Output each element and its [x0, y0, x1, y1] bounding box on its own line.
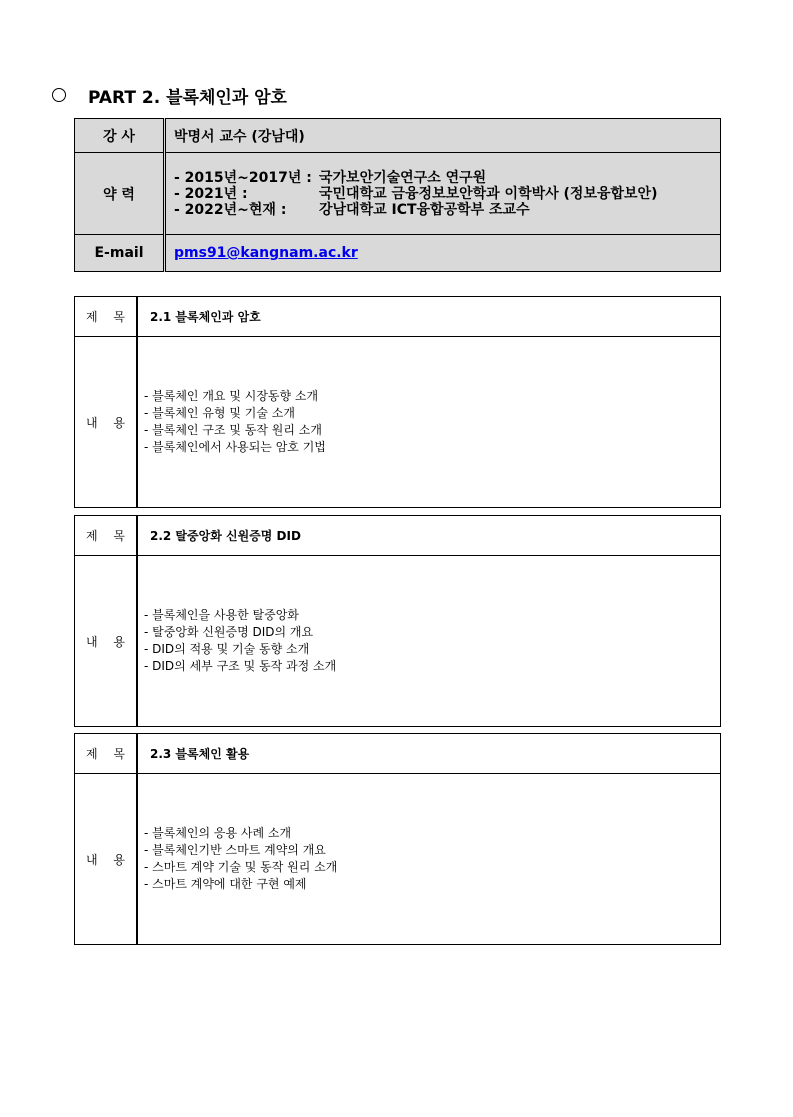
course-table	[74, 515, 721, 727]
content-label: 내 용	[75, 774, 138, 945]
course-content	[137, 774, 721, 945]
content-item: - 블록체인에서 사용되는 암호 기법	[144, 440, 326, 454]
career-period: - 2022년~현재 :	[174, 201, 287, 218]
content-item: - 스마트 계약에 대한 구현 예제	[144, 877, 307, 891]
instructor-table	[74, 118, 721, 272]
course-content-row	[75, 774, 721, 945]
title-label: 제 목	[75, 516, 138, 556]
email-cell	[165, 235, 721, 272]
content-item: - 블록체인 유형 및 기술 소개	[144, 406, 295, 420]
content-item: - 블록체인의 응용 사례 소개	[144, 826, 292, 840]
content-item: - 블록체인 구조 및 동작 원리 소개	[144, 423, 322, 437]
instructor-email-row	[75, 235, 721, 272]
career-desc: 국민대학교 금융정보보안학과 이학박사 (정보융합보안)	[319, 185, 658, 202]
section-title: PART 2. 블록체인과 암호	[88, 87, 287, 108]
career-period: - 2015년~2017년 :	[174, 169, 312, 186]
content-item: - 블록체인 개요 및 시장동향 소개	[144, 389, 319, 403]
course-title-row	[75, 734, 721, 774]
content-item: - 블록체인기반 스마트 계약의 개요	[144, 843, 326, 857]
email-link[interactable]: pms91@kangnam.ac.kr	[174, 245, 358, 261]
title-label: 제 목	[75, 297, 138, 337]
course-content	[137, 337, 721, 508]
course-content-row	[75, 556, 721, 727]
course-table	[74, 296, 721, 508]
content-item: - 블록체인을 사용한 탈중앙화	[144, 608, 299, 622]
career-list	[174, 170, 719, 218]
career-period: - 2021년 :	[174, 185, 248, 202]
instructor-career-row	[75, 153, 721, 235]
circle-bullet-icon	[52, 88, 66, 102]
course-title: 2.1 블록체인과 암호	[137, 297, 721, 337]
content-item: - 스마트 계약 기술 및 동작 원리 소개	[144, 860, 338, 874]
title-label: 제 목	[75, 734, 138, 774]
course-title: 2.3 블록체인 활용	[137, 734, 721, 774]
content-item: - DID의 적용 및 기술 동향 소개	[144, 642, 310, 656]
course-content	[137, 556, 721, 727]
career-desc: 국가보안기술연구소 연구원	[319, 169, 487, 186]
course-title-row	[75, 297, 721, 337]
course-table	[74, 733, 721, 945]
section-heading	[52, 82, 287, 108]
course-title: 2.2 탈중앙화 신원증명 DID	[137, 516, 721, 556]
name-label: 강 사	[75, 119, 165, 153]
content-item: - 탈중앙화 신원증명 DID의 개요	[144, 625, 314, 639]
instructor-name-row	[75, 119, 721, 153]
content-label: 내 용	[75, 556, 138, 727]
content-item: - DID의 세부 구조 및 동작 과정 소개	[144, 659, 337, 673]
course-content-row	[75, 337, 721, 508]
career-cell	[165, 153, 721, 235]
course-title-row	[75, 516, 721, 556]
email-label: E-mail	[75, 235, 165, 272]
career-label: 약 력	[75, 153, 165, 235]
instructor-name: 박명서 교수 (강남대)	[165, 119, 721, 153]
content-label: 내 용	[75, 337, 138, 508]
career-desc: 강남대학교 ICT융합공학부 조교수	[319, 201, 530, 218]
